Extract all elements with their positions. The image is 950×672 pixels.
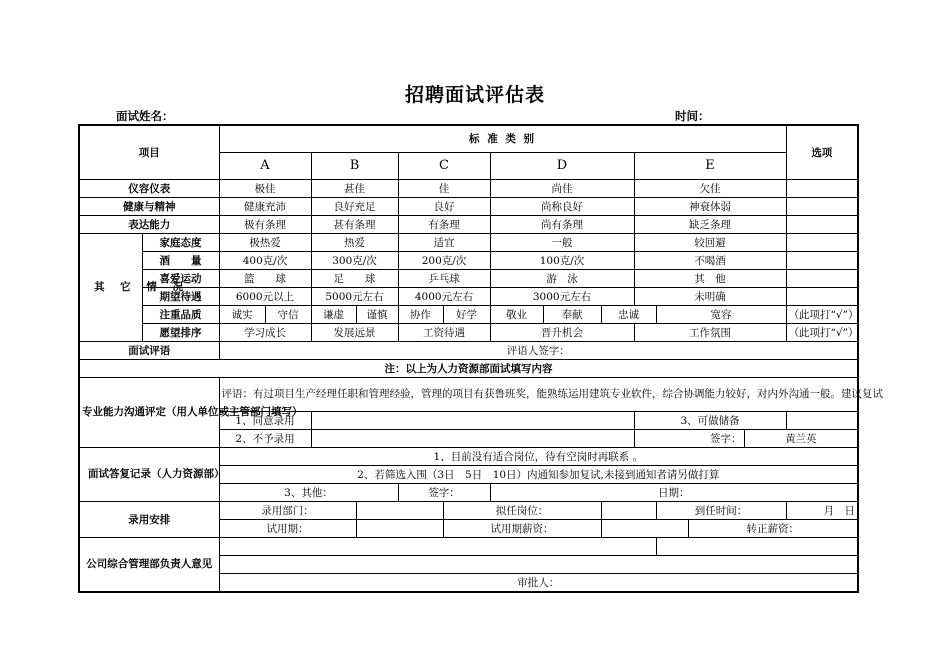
reply-record-label: 面试答复记录（人力资源部） [79,447,219,501]
wish-note: （此项打“√”） [786,323,858,341]
grade-e: E [634,152,786,179]
pro-sign-label: 签字： [634,429,744,447]
cell: 健康充沛 [219,197,311,215]
hire-post-label: 拟任岗位： [443,501,601,519]
row-label-sports: 喜爱运动 [142,269,219,287]
cell: 游 泳 [490,269,634,287]
interviewee-name-label: 面试姓名： [116,109,174,123]
cell: 缺乏条理 [634,215,786,233]
blank-cell[interactable] [356,519,443,537]
hr-note: 注：以上为人力资源部面试填写内容 [79,359,858,377]
option-reject[interactable]: 2、不予录用 [219,429,311,447]
reply-line-2[interactable]: 2、若筛选入围（3日 5日 10日）内通知参加复试,未接到通知者请另做打算 [219,465,858,483]
cell[interactable]: 谨慎 [356,305,398,323]
option-cell[interactable] [786,197,858,215]
cell: 尚称良好 [490,197,634,215]
blank-cell[interactable] [601,501,656,519]
cell: 5000元左右 [311,287,398,305]
cell: 200克/次 [398,251,490,269]
cell: 神衰体弱 [634,197,786,215]
blank-cell[interactable] [601,519,688,537]
row-label-wish: 愿望排序 [142,323,219,341]
cell[interactable]: 学习成长 [219,323,311,341]
hire-dept-label: 录用部门： [219,501,356,519]
cell[interactable]: 发展远景 [311,323,398,341]
cell: 甚佳 [311,179,398,197]
other-situation-label: 其 它 情 况 [79,233,142,341]
cell: 有条理 [398,215,490,233]
hire-regular-pay-label: 转正薪资： [688,519,858,537]
evaluation-table [78,124,883,593]
cell: 尚有条理 [490,215,634,233]
cell: 极有条理 [219,215,311,233]
cell: 3000元左右 [490,287,634,305]
blank-cell[interactable] [219,537,656,555]
cell[interactable]: 好学 [443,305,490,323]
cell: 欠佳 [634,179,786,197]
cell[interactable]: 忠诚 [601,305,656,323]
reply-line-1[interactable]: 1、目前没有适合岗位，待有空岗时再联系 。 [219,447,858,465]
option-cell[interactable] [786,233,858,251]
cell: 极热爱 [219,233,311,251]
cell: 适宜 [398,233,490,251]
manager-opinion-label: 公司综合管理部负责人意见 [79,537,219,592]
row-label-express: 表达能力 [79,215,219,233]
option-cell[interactable] [786,179,858,197]
option-cell[interactable] [786,269,858,287]
grade-d: D [490,152,634,179]
cell: 佳 [398,179,490,197]
option-cell[interactable] [786,287,858,305]
cell: 其 他 [634,269,786,287]
reply-line-3[interactable]: 3、其他： [219,483,398,501]
comment-signer[interactable]: 评语人签字： [219,341,858,359]
header-item: 项目 [79,125,219,179]
blank-cell[interactable] [356,501,443,519]
page-title: 招聘面试评估表 [404,84,545,106]
option-agree-hire[interactable]: 1、同意录用 [219,411,311,429]
row-label-alcohol: 酒 量 [142,251,219,269]
hire-arrive-label: 到任时间： [656,501,786,519]
interview-comment-label: 面试评语 [79,341,219,359]
grade-a: A [219,152,311,179]
cell: 篮 球 [219,269,311,287]
hire-month-day[interactable]: 月 日 [786,501,858,519]
row-label-health: 健康与精神 [79,197,219,215]
cell: 极佳 [219,179,311,197]
blank-cell[interactable] [219,555,858,573]
cell[interactable]: 宽容 [656,305,786,323]
option-cell[interactable] [786,251,858,269]
cell: 400克/次 [219,251,311,269]
cell[interactable]: 谦虚 [311,305,356,323]
hire-arrangement-label: 录用安排 [79,501,219,537]
cell: 不喝酒 [634,251,786,269]
hire-trial-pay-label: 试用期薪资： [443,519,601,537]
cell: 6000元以上 [219,287,311,305]
cell: 尚佳 [490,179,634,197]
cell: 4000元左右 [398,287,490,305]
reply-sign-label: 签字： [398,483,490,501]
header-standard: 标 准 类 别 [219,125,786,152]
blank-cell[interactable] [311,429,634,447]
hire-trial-label: 试用期： [219,519,356,537]
cell: 甚有条理 [311,215,398,233]
cell[interactable]: 奉献 [543,305,601,323]
pro-eval-comment[interactable]: 评语：有过项目生产经理任职和管理经验，管理的项目有获鲁班奖，能熟练运用建筑专业软件，综合协调能力较好，对内外沟通一般。建议复试 [219,377,858,411]
row-label-family: 家庭态度 [142,233,219,251]
cell: 未明确 [634,287,786,305]
cell[interactable]: 诚实 [219,305,265,323]
cell: 乒乓球 [398,269,490,287]
cell: 良好充足 [311,197,398,215]
cell[interactable]: 晋升机会 [490,323,634,341]
quality-note: （此项打“√”） [786,305,858,323]
reply-date-label: 日期： [490,483,858,501]
cell[interactable]: 工资待遇 [398,323,490,341]
blank-cell[interactable] [656,537,858,555]
pro-signer: 黄兰英 [744,429,858,447]
cell[interactable]: 协作 [398,305,443,323]
grade-b: B [311,152,398,179]
grade-c: C [398,152,490,179]
cell[interactable]: 工作氛围 [634,323,786,341]
option-cell[interactable] [786,215,858,233]
option-reserve[interactable]: 3、可做储备 [634,411,786,429]
cell: 良好 [398,197,490,215]
cell[interactable]: 守信 [265,305,311,323]
row-label-salary: 期望待遇 [142,287,219,305]
cell: 足 球 [311,269,398,287]
blank-cell[interactable] [786,411,858,429]
header-options: 选项 [786,125,858,179]
row-label-quality: 注重品质 [142,305,219,323]
cell: 300克/次 [311,251,398,269]
approver-label[interactable]: 审批人： [219,573,858,592]
cell[interactable]: 敬业 [490,305,543,323]
row-label-appearance: 仪容仪表 [79,179,219,197]
cell: 较回避 [634,233,786,251]
cell: 一般 [490,233,634,251]
cell: 100克/次 [490,251,634,269]
time-label: 时间： [675,109,710,123]
pro-eval-label: 专业能力沟通评定（用人单位或主管部门填写） [79,377,219,447]
blank-cell[interactable] [311,411,634,429]
cell: 热爱 [311,233,398,251]
